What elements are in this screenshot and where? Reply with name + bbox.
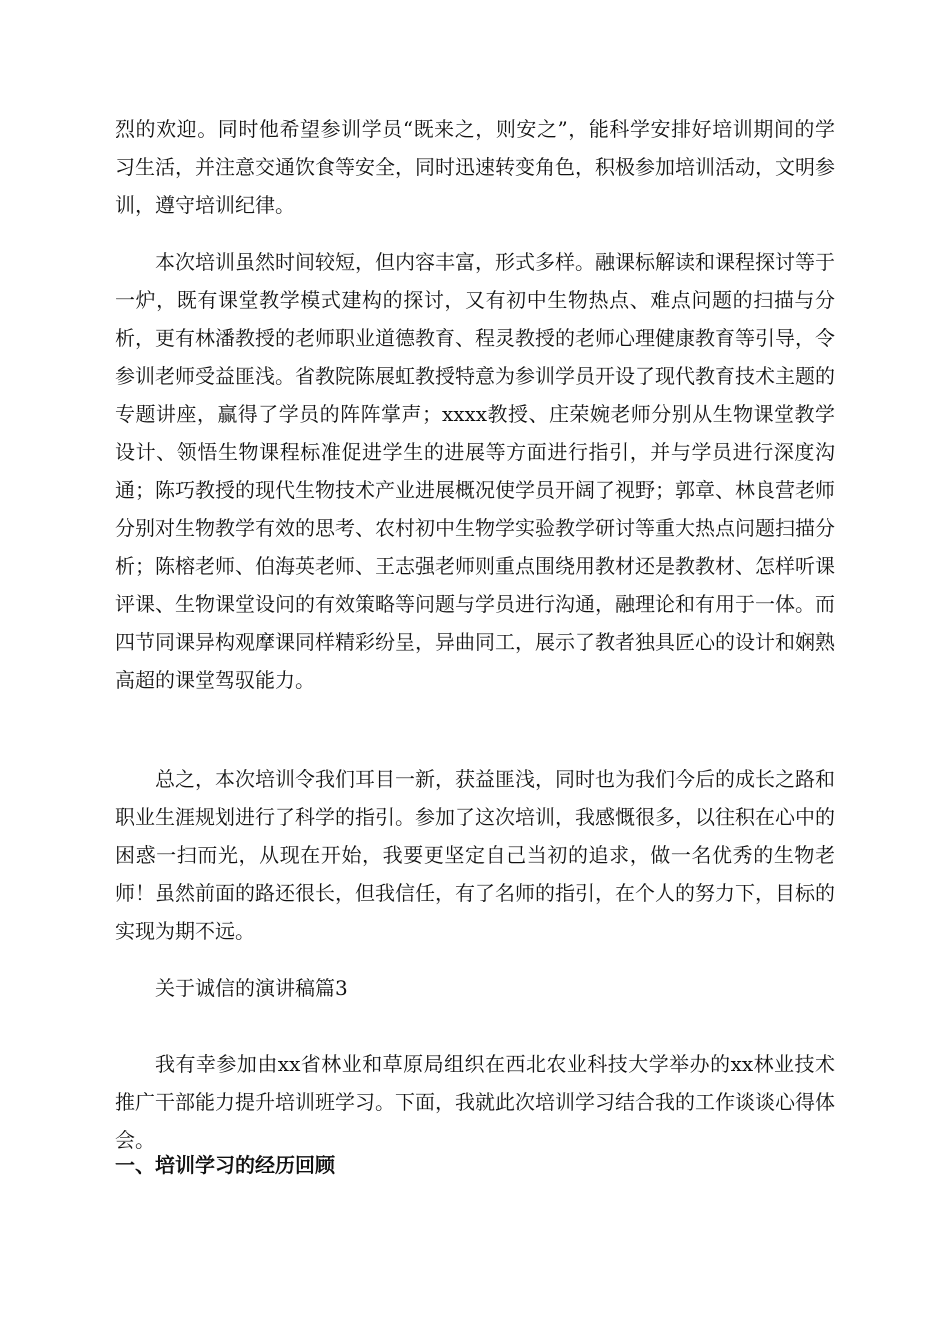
paragraph-summary: 总之，本次培训令我们耳目一新，获益匪浅，同时也为我们今后的成长之路和职业生涯规划进行了科学的指引。参加了这次培训，我感慨很多，以往积在心中的困惑一扫而光，从现在开始，我要更坚定自己当初的追求，做一名优秀的生物老师！虽然前面的路还很长，但我信任，有了名师的指引，在个人的努力下，目标的实现为期不远。 xyxy=(115,767,835,943)
section-title-speech-3: 关于诚信的演讲稿篇3 xyxy=(155,976,348,1000)
heading-training-review: 一、培训学习的经历回顾 xyxy=(115,1153,335,1177)
paragraph-forestry-training: 我有幸参加由xx省林业和草原局组织在西北农业科技大学举办的xx林业技术推广干部能力提升培训班学习。下面，我就此次培训学习结合我的工作谈谈心得体会。 xyxy=(115,1052,835,1152)
paragraph-training-content: 本次培训虽然时间较短，但内容丰富，形式多样。融课标解读和课程探讨等于一炉，既有课堂教学模式建构的探讨，又有初中生物热点、难点问题的扫描与分析，更有林潘教授的老师职业道德教育、程灵教授的老师心理健康教育等引导，令参训老师受益匪浅。省教院陈展虹教授特意为参训学员开设了现代教育技术主题的专题讲座，赢得了学员的阵阵掌声；xxxx教授、庄荣婉老师分别从生物课堂教学设计、领悟生物课程标准促进学生的进展等方面进行指引，并与学员进行深度沟通；陈巧教授的现代生物技术产业进展概况使学员开阔了视野；郭章、林良营老师分别对生物教学有效的思考、农村初中生物学实验教学研讨等重大热点问题扫描分析；陈榕老师、伯海英老师、王志强老师则重点围绕用教材还是教教材、怎样听课评课、生物课堂设问的有效策略等问题与学员进行沟通，融理论和有用于一体。而四节同课异构观摩课同样精彩纷呈，异曲同工，展示了教者独具匠心的设计和娴熟高超的课堂驾驭能力。 xyxy=(115,250,835,692)
paragraph-welcome-continuation: 烈的欢迎。同时他希望参训学员“既来之，则安之”，能科学安排好培训期间的学习生活，并注意交通饮食等安全，同时迅速转变角色，积极参加培训活动，文明参训，遵守培训纪律。 xyxy=(115,117,835,217)
